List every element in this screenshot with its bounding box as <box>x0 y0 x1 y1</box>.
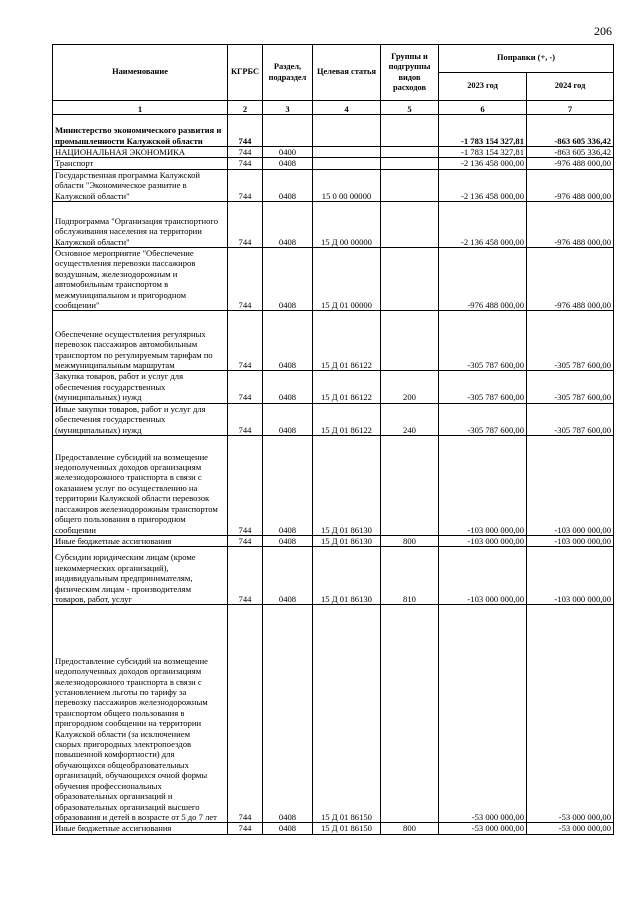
header-target: Целевая статья <box>313 45 381 101</box>
table-row <box>53 435 614 535</box>
table-row <box>53 605 614 823</box>
row-name: Министерство экономического развития и промышленности Калужской области <box>53 115 228 147</box>
row-amount-2023: -2 136 458 000,00 <box>439 202 527 248</box>
row-amount-2024: -103 000 000,00 <box>527 535 614 546</box>
row-amount-2023: -1 783 154 327,81 <box>439 115 527 147</box>
row-amount-2024: -53 000 000,00 <box>527 823 614 834</box>
row-target: 15 Д 01 86150 <box>313 605 381 823</box>
table-row <box>53 248 614 311</box>
header-name: Наименование <box>53 45 228 101</box>
row-amount-2023: -53 000 000,00 <box>439 605 527 823</box>
row-section: 0408 <box>263 158 313 169</box>
row-amount-2023: -103 000 000,00 <box>439 435 527 535</box>
table-row <box>53 311 614 371</box>
row-target: 15 Д 00 00000 <box>313 202 381 248</box>
row-group <box>381 605 439 823</box>
row-kgrbs: 744 <box>228 605 263 823</box>
row-kgrbs: 744 <box>228 147 263 158</box>
row-target: 15 0 00 00000 <box>313 169 381 201</box>
row-amount-2023: -103 000 000,00 <box>439 535 527 546</box>
column-number: 6 <box>439 101 527 115</box>
row-name: Субсидии юридическим лицам (кроме некоммерческих организаций), индивидуальным предпринимателям, физическим лицам - производителям товаров, работ, услуг <box>53 547 228 605</box>
row-kgrbs: 744 <box>228 535 263 546</box>
row-group <box>381 147 439 158</box>
column-number: 3 <box>263 101 313 115</box>
row-amount-2023: -53 000 000,00 <box>439 823 527 834</box>
row-section: 0408 <box>263 248 313 311</box>
row-name: Закупка товаров, работ и услуг для обеспечения государственных (муниципальных) нужд <box>53 371 228 403</box>
row-target <box>313 115 381 147</box>
row-target: 15 Д 01 86130 <box>313 435 381 535</box>
row-amount-2024: -976 488 000,00 <box>527 202 614 248</box>
table-row <box>53 371 614 403</box>
row-name: Основное мероприятие "Обеспечение осуществления перевозки пассажиров воздушным, железнодорожным и автомобильным транспортом в межмуниципальном и пригородном сообщении" <box>53 248 228 311</box>
row-name: Предоставление субсидий на возмещение недополученных доходов организациям железнодорожного транспорта в связи с оказанием услуг по осуществлению на территории Калужской области перевозок пассажиров железнодорожным транспортом общего пользования в пригородном сообщении <box>53 435 228 535</box>
table-row <box>53 147 614 158</box>
row-group: 800 <box>381 535 439 546</box>
row-section <box>263 115 313 147</box>
table-row <box>53 535 614 546</box>
row-group: 240 <box>381 403 439 435</box>
row-amount-2024: -976 488 000,00 <box>527 248 614 311</box>
row-kgrbs: 744 <box>228 403 263 435</box>
header-section: Раздел, подраздел <box>263 45 313 101</box>
row-section: 0408 <box>263 823 313 834</box>
row-kgrbs: 744 <box>228 547 263 605</box>
row-section: 0408 <box>263 403 313 435</box>
header-year-2024: 2024 год <box>527 73 614 101</box>
row-amount-2024: -103 000 000,00 <box>527 435 614 535</box>
row-group: 800 <box>381 823 439 834</box>
row-section: 0408 <box>263 311 313 371</box>
row-name: НАЦИОНАЛЬНАЯ ЭКОНОМИКА <box>53 147 228 158</box>
row-kgrbs: 744 <box>228 311 263 371</box>
row-target: 15 Д 01 86122 <box>313 311 381 371</box>
row-group <box>381 158 439 169</box>
row-name: Иные бюджетные ассигнования <box>53 535 228 546</box>
row-target: 15 Д 01 86122 <box>313 403 381 435</box>
row-kgrbs: 744 <box>228 435 263 535</box>
row-section: 0408 <box>263 547 313 605</box>
row-target <box>313 147 381 158</box>
row-target: 15 Д 01 00000 <box>313 248 381 311</box>
row-kgrbs: 744 <box>228 115 263 147</box>
row-name: Обеспечение осуществления регулярных перевозок пассажиров автомобильным транспортом по регулируемым тарифам по межмуниципальным маршрутам <box>53 311 228 371</box>
row-amount-2023: -1 783 154 327,81 <box>439 147 527 158</box>
row-group <box>381 202 439 248</box>
row-kgrbs: 744 <box>228 202 263 248</box>
table-row <box>53 547 614 605</box>
row-kgrbs: 744 <box>228 823 263 834</box>
row-name: Транспорт <box>53 158 228 169</box>
row-section: 0408 <box>263 435 313 535</box>
table-row <box>53 169 614 201</box>
row-name: Предоставление субсидий на возмещение недополученных доходов организациям железнодорожного транспорта в связи с установлением льготы по тарифу за перевозку пассажиров железнодорожным транспортом общего пользования в пригородном сообщении на территории Калужской области (за исключением скорых пригородных электропоездов повышенной комфортности) для обучающихся общеобразовательных организаций, обучающихся очной формы обучения профессиональных образовательных организаций и образовательных организаций высшего образования и детей в возрасте от 5 до 7 лет <box>53 605 228 823</box>
column-number: 4 <box>313 101 381 115</box>
header-kgrbs: КГРБС <box>228 45 263 101</box>
row-kgrbs: 744 <box>228 158 263 169</box>
table-row <box>53 158 614 169</box>
row-amount-2023: -305 787 600,00 <box>439 403 527 435</box>
row-amount-2024: -976 488 000,00 <box>527 158 614 169</box>
row-kgrbs: 744 <box>228 169 263 201</box>
row-amount-2024: -305 787 600,00 <box>527 311 614 371</box>
row-amount-2023: -305 787 600,00 <box>439 311 527 371</box>
row-section: 0408 <box>263 169 313 201</box>
row-amount-2024: -863 605 336,42 <box>527 147 614 158</box>
row-section: 0408 <box>263 605 313 823</box>
row-group: 810 <box>381 547 439 605</box>
row-group <box>381 169 439 201</box>
row-target: 15 Д 01 86122 <box>313 371 381 403</box>
table-row <box>53 403 614 435</box>
row-name: Иные закупки товаров, работ и услуг для обеспечения государственных (муниципальных) нужд <box>53 403 228 435</box>
row-group <box>381 435 439 535</box>
table-row <box>53 823 614 834</box>
row-amount-2023: -305 787 600,00 <box>439 371 527 403</box>
row-amount-2024: -53 000 000,00 <box>527 605 614 823</box>
row-kgrbs: 744 <box>228 371 263 403</box>
row-target: 15 Д 01 86130 <box>313 547 381 605</box>
row-amount-2023: -103 000 000,00 <box>439 547 527 605</box>
row-target <box>313 158 381 169</box>
row-name: Государственная программа Калужской области "Экономическое развитие в Калужской области" <box>53 169 228 201</box>
column-number: 2 <box>228 101 263 115</box>
row-target: 15 Д 01 86150 <box>313 823 381 834</box>
column-number: 7 <box>527 101 614 115</box>
header-year-2023: 2023 год <box>439 73 527 101</box>
table-row <box>53 202 614 248</box>
row-kgrbs: 744 <box>228 248 263 311</box>
column-number: 1 <box>53 101 228 115</box>
row-amount-2023: -976 488 000,00 <box>439 248 527 311</box>
row-name: Подпрограмма "Организация транспортного обслуживания населения на территории Калужской области" <box>53 202 228 248</box>
row-target: 15 Д 01 86130 <box>313 535 381 546</box>
row-group <box>381 311 439 371</box>
header-groups: Группы и подгруппы видов расходов <box>381 45 439 101</box>
row-group <box>381 248 439 311</box>
table-row <box>53 115 614 147</box>
row-group: 200 <box>381 371 439 403</box>
row-section: 0408 <box>263 202 313 248</box>
row-amount-2023: -2 136 458 000,00 <box>439 169 527 201</box>
row-section: 0408 <box>263 535 313 546</box>
column-number: 5 <box>381 101 439 115</box>
row-amount-2023: -2 136 458 000,00 <box>439 158 527 169</box>
row-group <box>381 115 439 147</box>
budget-amendments-table <box>52 44 614 835</box>
page-number: 206 <box>594 24 612 38</box>
row-amount-2024: -305 787 600,00 <box>527 371 614 403</box>
row-amount-2024: -863 605 336,42 <box>527 115 614 147</box>
row-section: 0400 <box>263 147 313 158</box>
row-section: 0408 <box>263 371 313 403</box>
row-amount-2024: -103 000 000,00 <box>527 547 614 605</box>
header-amendments: Поправки (+, -) <box>439 45 614 73</box>
row-amount-2024: -305 787 600,00 <box>527 403 614 435</box>
row-name: Иные бюджетные ассигнования <box>53 823 228 834</box>
row-amount-2024: -976 488 000,00 <box>527 169 614 201</box>
